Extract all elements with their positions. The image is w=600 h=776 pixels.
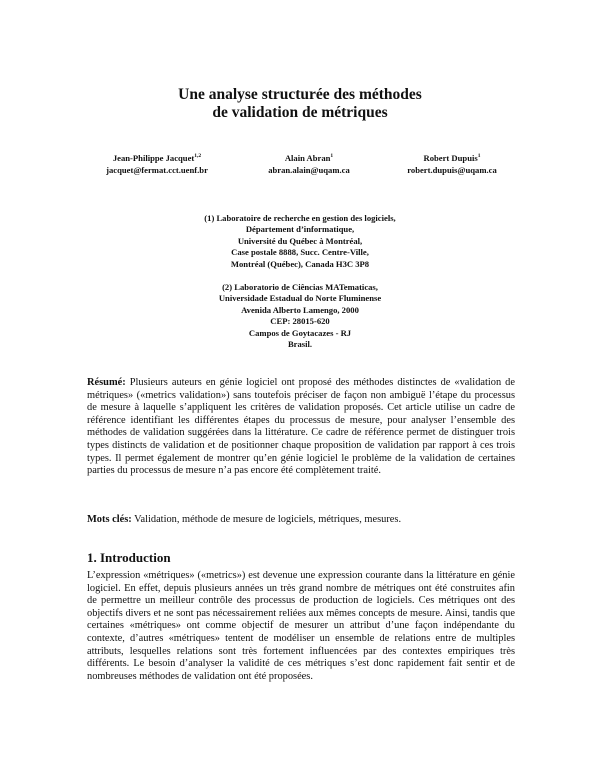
author-affiliation-mark: 1 — [477, 153, 481, 159]
author-name: Alain Abran — [284, 153, 331, 163]
affiliation-line: Département d’informatique, — [245, 224, 355, 235]
paper-title — [0, 86, 600, 122]
keywords — [87, 514, 515, 527]
affiliation-line: Brasil. — [287, 339, 313, 350]
affiliation-line: CEP: 28015-620 — [270, 316, 330, 327]
affiliation-line: Universidade Estadual do Norte Fluminense — [218, 293, 382, 304]
affiliation-line: (2) Laboratorio de Ciências MATematicas, — [222, 282, 378, 292]
section-heading-introduction: 1. Introduction — [87, 550, 171, 565]
title-line-2: de validation de métriques — [212, 104, 388, 121]
affiliation-line: Montréal (Québec), Canada H3C 3P8 — [230, 258, 370, 269]
author-1 — [72, 152, 242, 176]
affiliation-line: Case postale 8888, Succ. Centre-Ville, — [231, 247, 369, 258]
keywords-text: Validation, méthode de mesure de logiciels, métriques, mesures. — [134, 514, 402, 525]
abstract-text: Plusieurs auteurs en génie logiciel ont proposé des méthodes distinctes de «validation de métriques» («metrics validation») sans toutefois préciser de façon non ambiguë l’étape du processus de mesure à laquelle s’appliquent les critères de validation proposés. Cet article utilise un cadre de référence identifiant les différentes étapes du processus de mesure, pour analyser l’ensemble des méthodes de validation suggérées dans la littérature. Ce cadre de référence permet de distinguer trois types distincts de validation et de positionner chaque proposition de validation par rapport à ces trois types. Il permet également de montrer qu’en génie logiciel le problème de la validation de certaines parties du processus de mesure n’a pas encore été complètement traité. — [87, 377, 515, 477]
abstract-label: Résumé: — [87, 377, 126, 388]
title-line-1: Une analyse structurée des méthodes — [178, 86, 422, 103]
author-affiliation-mark: 1,2 — [194, 153, 202, 159]
affiliation-line: Campos de Goytacazes - RJ — [248, 327, 352, 338]
author-affiliation-mark: 1 — [330, 153, 334, 159]
affiliation-line: (1) Laboratoire de recherche en gestion des logiciels, — [204, 213, 396, 223]
abstract — [87, 377, 515, 478]
keywords-label: Mots clés: — [87, 514, 132, 525]
author-name: Robert Dupuis — [423, 153, 478, 163]
affiliation-line: Université du Québec à Montréal, — [237, 235, 363, 246]
affiliation-line: Avenida Alberto Lamengo, 2000 — [241, 304, 359, 315]
affiliation-2 — [0, 282, 600, 350]
author-email: robert.dupuis@uqam.ca — [407, 165, 497, 175]
author-3 — [367, 152, 537, 176]
author-name: Jean-Philippe Jacquet — [112, 153, 195, 163]
introduction-paragraph: L’expression «métriques» («metrics») est devenue une expression courante dans la littérature en génie logiciel. En effet, depuis plusieurs années un très grand nombre de métriques ont été construites afin de permettre un meilleur contrôle des processus de production de logiciels. Ces métriques ont des objectifs divers et ne sont pas nécessairement reliées aux mêmes concepts de mesure. Ainsi, tandis que certaines «métriques» ont comme objectif de mesurer un attribut d’une façon indépendante du contexte, d’autres «métriques» tentent de modéliser un ensemble de relations entre de multiples attributs, lesquelles relations sont très fortement influencées par des contextes empiriques très différents. Le besoin d’analyser la validité de ces métriques s’est donc rapidement fait sentir et de nombreuses méthodes de validation ont été proposées. — [87, 570, 515, 682]
author-email: abran.alain@uqam.ca — [268, 165, 350, 175]
author-email: jacquet@fermat.cct.uenf.br — [106, 165, 208, 175]
affiliation-1 — [0, 213, 600, 270]
